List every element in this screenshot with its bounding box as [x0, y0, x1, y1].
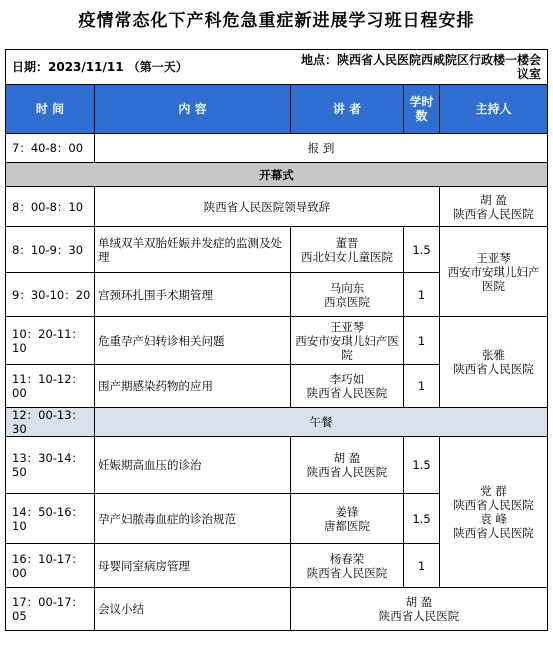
time-cell: 13：30-14：50	[6, 437, 95, 494]
host-name: 袁 峰	[480, 512, 507, 526]
time-cell: 8：10-9：30	[6, 227, 95, 273]
time-cell: 8：00-8：10	[6, 187, 95, 227]
time-cell: 9：30-10：20	[6, 273, 95, 317]
info-row	[6, 50, 548, 85]
host-name: 王亚琴	[476, 250, 511, 265]
host-org: 陕西省人民医院	[453, 206, 534, 221]
content-cell: 危重孕产妇转诊相关问题	[95, 317, 291, 365]
lecturer-cell	[291, 317, 404, 365]
lecturer-name: 王亚琴	[329, 319, 365, 334]
hours-cell: 1	[404, 317, 440, 365]
table-row	[6, 408, 548, 437]
header-hours: 学时数	[404, 85, 440, 134]
lecturer-cell	[291, 437, 404, 494]
time-cell: 16：10-17：00	[6, 544, 95, 588]
content-cell: 围产期感染药物的应用	[95, 365, 291, 408]
lecturer-name: 杨春荣	[329, 551, 365, 566]
schedule-table	[5, 49, 548, 631]
host-cell	[440, 227, 548, 317]
section-row	[6, 163, 548, 187]
lecturer-org: 陕西省人民医院	[306, 386, 388, 400]
time-cell: 14：50-16：10	[6, 494, 95, 544]
table-row	[6, 134, 548, 163]
content-cell: 妊娠期高血压的诊治	[95, 437, 291, 494]
header-row	[6, 85, 548, 134]
lecturer-name: 董晋	[335, 235, 359, 250]
table-row	[6, 437, 548, 494]
lecturer-name: 马向东	[329, 280, 365, 295]
host-cell	[440, 317, 548, 408]
host-cell	[440, 187, 548, 227]
time-cell: 7：40-8：00	[6, 134, 95, 163]
location-label: 地点：陕西省人民医院西咸院区行政楼一楼会议室	[291, 50, 548, 85]
lecturer-name: 姜锋	[335, 504, 359, 519]
content-cell: 单绒双羊双胎妊娠并发症的监测及处理	[95, 227, 291, 273]
host-name: 胡 盈	[480, 192, 507, 207]
host-cell	[440, 437, 548, 588]
table-row	[6, 187, 548, 227]
content-cell: 母婴同室病房管理	[95, 544, 291, 588]
lecturer-org: 西北妇女儿童医院	[301, 249, 393, 264]
lecturer-cell	[291, 227, 404, 273]
content-cell: 宫颈环扎围手术期管理	[95, 273, 291, 317]
lecturer-name: 李巧如	[329, 372, 365, 386]
content-cell: 报 到	[95, 134, 548, 163]
host-org: 陕西省人民医院	[378, 609, 460, 623]
page-title: 疫情常态化下产科危急重症新进展学习班日程安排	[78, 11, 475, 31]
hours-cell: 1.5	[404, 227, 440, 273]
lecturer-org: 唐都医院	[324, 518, 370, 533]
hours-cell: 1.5	[404, 437, 440, 494]
table-row	[6, 317, 548, 365]
header-lecturer: 讲 者	[291, 85, 404, 134]
lecturer-cell	[291, 544, 404, 588]
hours-cell: 1	[404, 273, 440, 317]
time-cell: 11：10-12：00	[6, 365, 95, 408]
header-host: 主持人	[440, 85, 548, 134]
lecturer-org: 陕西省人民医院	[306, 465, 388, 479]
lecturer-cell	[291, 365, 404, 408]
header-time: 时 间	[6, 85, 95, 134]
content-cell: 陕西省人民医院领导致辞	[95, 187, 440, 227]
table-row	[6, 227, 548, 273]
lecturer-cell	[291, 273, 404, 317]
lecturer-cell	[291, 494, 404, 544]
content-cell: 会议小结	[95, 588, 291, 631]
section-label: 开幕式	[6, 163, 548, 187]
host-org: 陕西省人民医院	[453, 362, 534, 376]
time-cell: 10：20-11：10	[6, 317, 95, 365]
host-org: 西安市安琪儿妇产医院	[447, 264, 540, 293]
host-org: 陕西省人民医院	[453, 526, 534, 540]
lecturer-org: 陕西省人民医院	[306, 565, 388, 580]
lecturer-org: 西安市安琪儿妇产医院	[295, 333, 399, 362]
hours-cell: 1	[404, 365, 440, 408]
content-cell: 孕产妇脓毒血症的诊治规范	[95, 494, 291, 544]
lecturer-org: 西京医院	[324, 294, 370, 309]
host-org: 陕西省人民医院	[453, 498, 534, 512]
table-row	[6, 588, 548, 631]
hours-cell: 1.5	[404, 494, 440, 544]
host-name: 胡 盈	[405, 595, 433, 609]
header-content: 内 容	[95, 85, 291, 134]
hours-cell: 1	[404, 544, 440, 588]
host-name: 张雅	[482, 348, 505, 362]
time-cell: 12：00-13：30	[6, 408, 95, 437]
time-cell: 17：00-17：05	[6, 588, 95, 631]
host-cell	[291, 588, 548, 631]
lecturer-name: 胡 盈	[333, 451, 361, 465]
content-cell: 午餐	[95, 408, 548, 437]
date-label: 日期：2023/11/11 （第一天）	[6, 50, 291, 85]
host-name: 党 群	[480, 484, 507, 498]
